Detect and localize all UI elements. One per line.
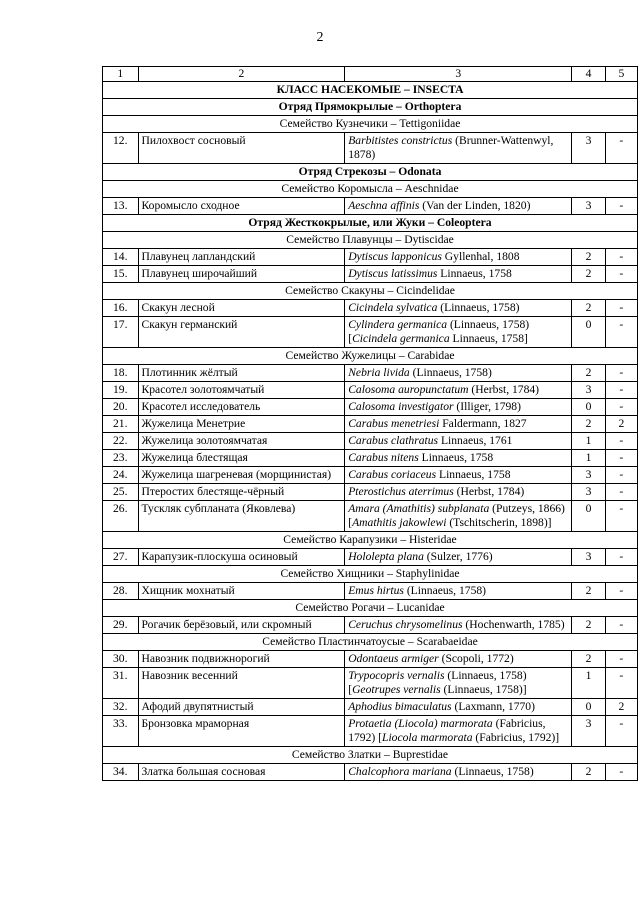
latin-name: Calosoma auropunctatum [348, 383, 469, 396]
latin-name: Cylindera germanica [348, 318, 448, 331]
species-row [103, 583, 638, 600]
status-category-extra: - [605, 467, 637, 484]
latin-name-cell: Trypocopris vernalis (Linnaeus, 1758) [Geotrupes vernalis (Linnaeus, 1758)] [345, 668, 572, 699]
latin-name: Calosoma investigator [348, 400, 454, 413]
order-heading-row [103, 215, 638, 232]
species-row [103, 198, 638, 215]
status-category: 2 [572, 365, 605, 382]
latin-author: (Laxmann, 1770) [451, 700, 535, 713]
russian-name: Плавунец широчайший [138, 266, 345, 283]
family-heading-row [103, 566, 638, 583]
russian-name: Жужелица Менетрие [138, 416, 345, 433]
status-category: 3 [572, 484, 605, 501]
page-number: 2 [316, 30, 324, 45]
status-category-extra: - [605, 549, 637, 566]
species-row [103, 501, 638, 532]
latin-name-cell: Protaetia (Liocola) marmorata (Fabricius, 1792) [Liocola marmorata (Fabricius, 1792)] [345, 716, 572, 747]
species-row [103, 699, 638, 716]
russian-name: Скакун германский [138, 317, 345, 348]
latin-author: (Linnaeus, 1758) [403, 584, 487, 597]
family-heading-row [103, 634, 638, 651]
russian-name: Навозник подвижнорогий [138, 651, 345, 668]
class-heading-row [103, 82, 638, 99]
latin-name-cell [345, 651, 572, 668]
species-row [103, 382, 638, 399]
species-row [103, 416, 638, 433]
synonym-name: Liocola marmorata [382, 731, 473, 744]
latin-author: (Linnaeus, 1758) [451, 765, 534, 778]
russian-name: Коромысло сходное [138, 198, 345, 215]
species-number: 33. [103, 716, 139, 747]
species-number: 18. [103, 365, 139, 382]
latin-name: Cicindela sylvatica [348, 301, 438, 314]
species-number: 32. [103, 699, 139, 716]
column-number-row [103, 67, 638, 82]
species-number: 26. [103, 501, 139, 532]
latin-author: (Linnaeus, 1758) [444, 669, 527, 682]
family-heading: Семейство Хищники – Staphylinidae [103, 566, 638, 583]
species-row [103, 399, 638, 416]
latin-name-cell [345, 764, 572, 781]
latin-author: (Herbst, 1784) [468, 383, 540, 396]
latin-name: Odontaeus armiger [348, 652, 439, 665]
status-category: 1 [572, 450, 605, 467]
species-row [103, 317, 638, 348]
status-category: 1 [572, 668, 605, 699]
status-category-extra: - [605, 433, 637, 450]
species-row [103, 668, 638, 699]
family-heading-row [103, 283, 638, 300]
order-heading: Отряд Стрекозы – Odonata [103, 164, 638, 181]
species-row [103, 617, 638, 634]
status-category-extra: - [605, 501, 637, 532]
latin-name-cell [345, 249, 572, 266]
species-row [103, 467, 638, 484]
family-heading-row [103, 348, 638, 365]
status-category-extra: - [605, 365, 637, 382]
family-heading: Семейство Плавунцы – Dytiscidae [103, 232, 638, 249]
latin-author: (Linnaeus, 1758) [437, 301, 520, 314]
species-row [103, 433, 638, 450]
latin-name-cell [345, 365, 572, 382]
latin-author: (Linnaeus, 1758) [409, 366, 492, 379]
russian-name: Рогачик берёзовый, или скромный [138, 617, 345, 634]
species-number: 30. [103, 651, 139, 668]
status-category: 2 [572, 416, 605, 433]
species-row [103, 764, 638, 781]
status-category: 3 [572, 133, 605, 164]
status-category: 2 [572, 583, 605, 600]
column-number: 3 [345, 67, 572, 82]
status-category-extra: - [605, 249, 637, 266]
status-category-extra: - [605, 764, 637, 781]
latin-name: Carabus menetriesi [348, 417, 440, 430]
species-row [103, 484, 638, 501]
status-category-extra: 2 [605, 416, 637, 433]
species-number: 22. [103, 433, 139, 450]
latin-author: (Van der Linden, 1820) [419, 199, 531, 212]
latin-name: Amara (Amathitis) subplanata [348, 502, 490, 515]
latin-name: Protaetia (Liocola) marmorata [348, 717, 493, 730]
status-category-extra: - [605, 198, 637, 215]
status-category: 1 [572, 433, 605, 450]
russian-name: Плавунец лапландский [138, 249, 345, 266]
latin-name-cell [345, 133, 572, 164]
column-number: 5 [605, 67, 637, 82]
latin-name-cell [345, 617, 572, 634]
family-heading-row [103, 532, 638, 549]
latin-author: Linnaeus, 1758 [437, 267, 512, 280]
status-category-extra: - [605, 484, 637, 501]
status-category: 3 [572, 467, 605, 484]
latin-name-cell [345, 484, 572, 501]
species-table-body [103, 67, 638, 781]
species-number: 13. [103, 198, 139, 215]
latin-name-cell [345, 382, 572, 399]
species-number: 25. [103, 484, 139, 501]
species-row [103, 716, 638, 747]
latin-name: Ceruchus chrysomelinus [348, 618, 463, 631]
russian-name: Скакун лесной [138, 300, 345, 317]
family-heading: Семейство Карапузики – Histeridae [103, 532, 638, 549]
latin-name-cell [345, 583, 572, 600]
latin-author: (Hochenwarth, 1785) [462, 618, 565, 631]
latin-name-cell: Cylindera germanica (Linnaeus, 1758) [Cicindela germanica Linnaeus, 1758] [345, 317, 572, 348]
synonym-author: (Tschitscherin, 1898)] [446, 516, 552, 529]
family-heading: Семейство Кузнечики – Tettigoniidae [103, 116, 638, 133]
column-number: 4 [572, 67, 605, 82]
species-row [103, 133, 638, 164]
latin-name: Pterostichus aterrimus [348, 485, 454, 498]
russian-name: Пилохвост сосновый [138, 133, 345, 164]
latin-name: Emus hirtus [348, 584, 404, 597]
species-number: 29. [103, 617, 139, 634]
status-category-extra: - [605, 668, 637, 699]
latin-author: (Putzeys, 1866) [489, 502, 565, 515]
species-table [102, 66, 638, 781]
russian-name: Жужелица золотоямчатая [138, 433, 345, 450]
status-category: 2 [572, 617, 605, 634]
status-category: 3 [572, 716, 605, 747]
synonym-author: Linnaeus, 1758] [449, 332, 528, 345]
latin-name: Carabus coriaceus [348, 468, 437, 481]
russian-name: Птеростих блестяще-чёрный [138, 484, 345, 501]
family-heading: Семейство Скакуны – Cicindelidae [103, 283, 638, 300]
species-number: 15. [103, 266, 139, 283]
latin-name-cell [345, 300, 572, 317]
status-category-extra: - [605, 300, 637, 317]
species-row [103, 549, 638, 566]
latin-name: Aphodius bimaculatus [348, 700, 452, 713]
latin-name: Aeschna affinis [348, 199, 420, 212]
status-category-extra: - [605, 716, 637, 747]
status-category-extra: - [605, 617, 637, 634]
column-number: 1 [103, 67, 139, 82]
latin-name-cell [345, 433, 572, 450]
status-category: 0 [572, 317, 605, 348]
family-heading: Семейство Пластинчатоусые – Scarabaeidae [103, 634, 638, 651]
status-category: 2 [572, 266, 605, 283]
latin-name-cell [345, 416, 572, 433]
status-category: 2 [572, 651, 605, 668]
latin-author: (Brunner-Wattenwyl, 1878) [348, 134, 554, 161]
species-number: 12. [103, 133, 139, 164]
status-category: 0 [572, 501, 605, 532]
russian-name: Плотинник жёлтый [138, 365, 345, 382]
order-heading: Отряд Жесткокрылые, или Жуки – Coleoptera [103, 215, 638, 232]
latin-name: Hololepta plana [348, 550, 424, 563]
species-number: 28. [103, 583, 139, 600]
russian-name: Карапузик-плоскуша осиновый [138, 549, 345, 566]
family-heading: Семейство Коромысла – Aeschnidae [103, 181, 638, 198]
order-heading: Отряд Прямокрылые – Orthoptera [103, 99, 638, 116]
status-category: 2 [572, 764, 605, 781]
species-number: 17. [103, 317, 139, 348]
species-number: 16. [103, 300, 139, 317]
latin-author: (Herbst, 1784) [453, 485, 525, 498]
latin-author: (Linnaeus, 1758) [447, 318, 530, 331]
status-category-extra: - [605, 382, 637, 399]
latin-name: Dytiscus latissimus [348, 267, 438, 280]
family-heading: Семейство Златки – Buprestidae [103, 747, 638, 764]
status-category-extra: - [605, 133, 637, 164]
order-heading-row [103, 99, 638, 116]
status-category-extra: - [605, 399, 637, 416]
latin-name-cell [345, 467, 572, 484]
russian-name: Красотел золотоямчатый [138, 382, 345, 399]
latin-name: Chalcophora mariana [348, 765, 452, 778]
russian-name: Жужелица шагреневая (морщинистая) [138, 467, 345, 484]
latin-name-cell: Amara (Amathitis) subplanata (Putzeys, 1866) [Amathitis jakowlewi (Tschitscherin, 1898)] [345, 501, 572, 532]
status-category: 2 [572, 249, 605, 266]
latin-name-cell [345, 699, 572, 716]
latin-name: Carabus nitens [348, 451, 419, 464]
latin-name-cell [345, 450, 572, 467]
latin-name: Trypocopris vernalis [348, 669, 445, 682]
latin-name: Dytiscus lapponicus [348, 250, 442, 263]
latin-author: (Fabricius, 1792) [348, 717, 546, 744]
species-row [103, 266, 638, 283]
family-heading-row [103, 181, 638, 198]
family-heading-row [103, 600, 638, 617]
status-category: 2 [572, 300, 605, 317]
synonym-name: Amathitis jakowlewi [352, 516, 447, 529]
status-category-extra: 2 [605, 699, 637, 716]
synonym-name: Cicindela germanica [352, 332, 450, 345]
species-row [103, 249, 638, 266]
status-category: 0 [572, 399, 605, 416]
latin-name-cell [345, 549, 572, 566]
family-heading: Семейство Рогачи – Lucanidae [103, 600, 638, 617]
family-heading-row [103, 116, 638, 133]
synonym-name: Geotrupes vernalis [352, 683, 441, 696]
species-row [103, 300, 638, 317]
column-number: 2 [138, 67, 345, 82]
class-heading: КЛАСС НАСЕКОМЫЕ – INSECTA [103, 82, 638, 99]
russian-name: Златка большая сосновая [138, 764, 345, 781]
species-number: 23. [103, 450, 139, 467]
russian-name: Афодий двупятнистый [138, 699, 345, 716]
status-category-extra: - [605, 450, 637, 467]
family-heading-row [103, 747, 638, 764]
species-number: 21. [103, 416, 139, 433]
latin-name-cell [345, 198, 572, 215]
russian-name: Тускляк субпланата (Яковлева) [138, 501, 345, 532]
species-row [103, 651, 638, 668]
species-row [103, 450, 638, 467]
latin-author: Linnaeus, 1758 [418, 451, 494, 464]
species-number: 14. [103, 249, 139, 266]
species-number: 27. [103, 549, 139, 566]
latin-author: (Scopoli, 1772) [438, 652, 514, 665]
status-category: 3 [572, 382, 605, 399]
latin-author: Faldermann, 1827 [439, 417, 527, 430]
latin-name-cell [345, 266, 572, 283]
latin-author: (Illiger, 1798) [453, 400, 521, 413]
status-category-extra: - [605, 266, 637, 283]
status-category-extra: - [605, 651, 637, 668]
species-number: 34. [103, 764, 139, 781]
latin-author: Linnaeus, 1758 [436, 468, 511, 481]
species-number: 19. [103, 382, 139, 399]
status-category: 0 [572, 699, 605, 716]
russian-name: Бронзовка мраморная [138, 716, 345, 747]
family-heading-row [103, 232, 638, 249]
species-number: 20. [103, 399, 139, 416]
russian-name: Хищник мохнатый [138, 583, 345, 600]
latin-name-cell [345, 399, 572, 416]
order-heading-row [103, 164, 638, 181]
status-category-extra: - [605, 317, 637, 348]
latin-author: (Sulzer, 1776) [423, 550, 493, 563]
family-heading: Семейство Жужелицы – Carabidae [103, 348, 638, 365]
status-category-extra: - [605, 583, 637, 600]
species-number: 31. [103, 668, 139, 699]
status-category: 3 [572, 549, 605, 566]
russian-name: Навозник весенний [138, 668, 345, 699]
synonym-author: (Linnaeus, 1758)] [440, 683, 527, 696]
species-row [103, 365, 638, 382]
status-category: 3 [572, 198, 605, 215]
latin-author: Gyllenhal, 1808 [441, 250, 520, 263]
latin-name: Carabus clathratus [348, 434, 439, 447]
synonym-author: (Fabricius, 1792)] [472, 731, 560, 744]
latin-name: Barbitistes constrictus [348, 134, 453, 147]
russian-name: Красотел исследователь [138, 399, 345, 416]
species-number: 24. [103, 467, 139, 484]
russian-name: Жужелица блестящая [138, 450, 345, 467]
latin-author: Linnaeus, 1761 [438, 434, 513, 447]
latin-name: Nebria livida [348, 366, 410, 379]
